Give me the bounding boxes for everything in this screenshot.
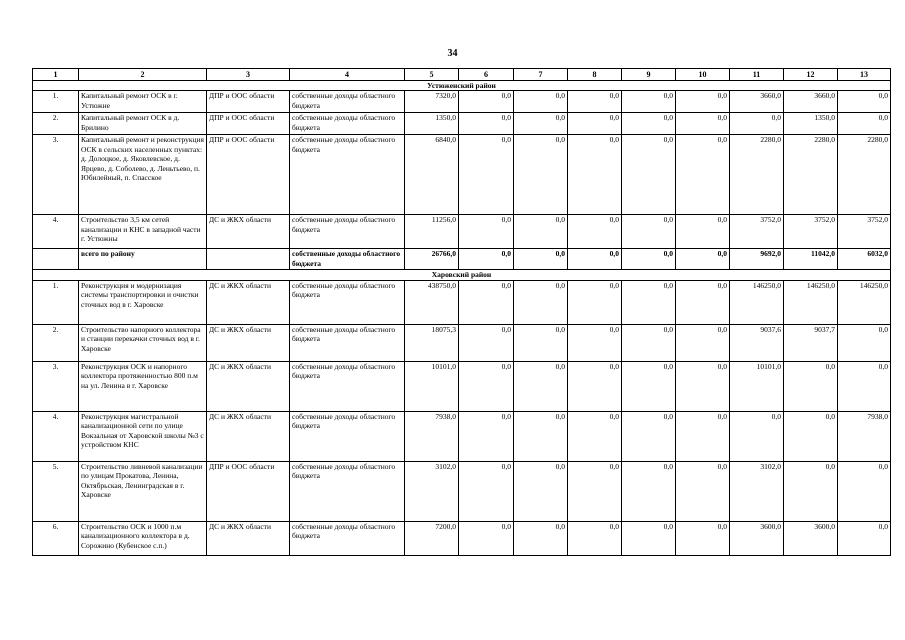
header-cell: 8 bbox=[568, 69, 622, 81]
row-number: 5. bbox=[33, 461, 79, 521]
budget-table bbox=[32, 68, 891, 556]
amount-cell: 0,0 bbox=[838, 361, 891, 411]
row-number: 4. bbox=[33, 215, 79, 249]
amount-cell: 0,0 bbox=[514, 280, 568, 324]
project-name: Капитальный ремонт ОСК в д. Брилино bbox=[79, 113, 207, 135]
project-name: Строительство напорного коллектора и станции перекачки сточных вод в г. Харовске bbox=[79, 324, 207, 361]
project-name: Реконструкция и модернизация системы транспортировки и очистки сточных вод в г. Харовске bbox=[79, 280, 207, 324]
table-row bbox=[33, 280, 891, 324]
amount-cell: 0,0 bbox=[568, 91, 622, 113]
table-body bbox=[33, 69, 891, 556]
amount-cell: 0,0 bbox=[784, 361, 838, 411]
amount-cell: 3752,0 bbox=[784, 215, 838, 249]
table-row bbox=[33, 324, 891, 361]
project-name: Реконструкция ОСК и напорного коллектора протяженностью 800 п.м на ул. Ленина в г. Харовске bbox=[79, 361, 207, 411]
amount-cell: 26766,0 bbox=[405, 249, 459, 270]
project-name: Капитальный ремонт ОСК в г. Устюжне bbox=[79, 91, 207, 113]
amount-cell: 0,0 bbox=[514, 361, 568, 411]
row-number: 3. bbox=[33, 135, 79, 215]
funding-source: собственные доходы областного бюджета bbox=[290, 324, 405, 361]
amount-cell: 0,0 bbox=[622, 215, 676, 249]
responsible-org: ДПР и ООС области bbox=[207, 461, 290, 521]
amount-cell: 0,0 bbox=[514, 411, 568, 461]
amount-cell: 0,0 bbox=[514, 215, 568, 249]
header-cell: 2 bbox=[79, 69, 207, 81]
district-title: Устюженский район bbox=[33, 81, 891, 91]
amount-cell: 0,0 bbox=[676, 91, 730, 113]
amount-cell: 0,0 bbox=[676, 215, 730, 249]
amount-cell: 10101,0 bbox=[730, 361, 784, 411]
amount-cell: 0,0 bbox=[676, 361, 730, 411]
responsible-org: ДС и ЖКХ области bbox=[207, 521, 290, 555]
amount-cell: 3752,0 bbox=[730, 215, 784, 249]
responsible-org: ДС и ЖКХ области bbox=[207, 324, 290, 361]
amount-cell: 0,0 bbox=[676, 280, 730, 324]
funding-source: собственные доходы областного бюджета bbox=[290, 521, 405, 555]
header-cell: 1 bbox=[33, 69, 79, 81]
amount-cell: 0,0 bbox=[784, 411, 838, 461]
amount-cell: 0,0 bbox=[622, 91, 676, 113]
funding-source: собственные доходы областного бюджета bbox=[290, 91, 405, 113]
amount-cell: 3600,0 bbox=[730, 521, 784, 555]
funding-source: собственные доходы областного бюджета bbox=[290, 411, 405, 461]
amount-cell: 0,0 bbox=[622, 280, 676, 324]
project-name: Реконструкция магистральной канализационной сети по улице Вокзальная от Харовской школы №3 с устройством КНС bbox=[79, 411, 207, 461]
amount-cell: 9037,6 bbox=[730, 324, 784, 361]
amount-cell: 0,0 bbox=[514, 324, 568, 361]
amount-cell: 2280,0 bbox=[730, 135, 784, 215]
amount-cell: 0,0 bbox=[676, 324, 730, 361]
header-cell: 10 bbox=[676, 69, 730, 81]
header-cell: 12 bbox=[784, 69, 838, 81]
row-number: 4. bbox=[33, 411, 79, 461]
amount-cell: 7938,0 bbox=[405, 411, 459, 461]
header-cell: 7 bbox=[514, 69, 568, 81]
row-number: 6. bbox=[33, 521, 79, 555]
header-cell: 9 bbox=[622, 69, 676, 81]
amount-cell: 3752,0 bbox=[838, 215, 891, 249]
header-cell: 11 bbox=[730, 69, 784, 81]
responsible-org: ДПР и ООС области bbox=[207, 91, 290, 113]
amount-cell: 0,0 bbox=[676, 411, 730, 461]
amount-cell: 0,0 bbox=[568, 361, 622, 411]
amount-cell: 2280,0 bbox=[838, 135, 891, 215]
amount-cell: 0,0 bbox=[730, 113, 784, 135]
project-name: Строительство 3,5 км сетей канализации и КНС в западной части г. Устюжны bbox=[79, 215, 207, 249]
amount-cell: 146250,0 bbox=[730, 280, 784, 324]
amount-cell: 0,0 bbox=[568, 324, 622, 361]
table-row bbox=[33, 135, 891, 215]
header-cell: 4 bbox=[290, 69, 405, 81]
amount-cell: 438750,0 bbox=[405, 280, 459, 324]
amount-cell: 0,0 bbox=[568, 461, 622, 521]
amount-cell: 0,0 bbox=[838, 461, 891, 521]
district-row bbox=[33, 81, 891, 91]
amount-cell: 11256,0 bbox=[405, 215, 459, 249]
amount-cell: 6840,0 bbox=[405, 135, 459, 215]
row-number: 1. bbox=[33, 91, 79, 113]
amount-cell: 0,0 bbox=[459, 461, 514, 521]
project-name: Капитальный ремонт и реконструкция ОСК в сельских населенных пунктах: д. Долоцкое, д. Яковлевское, д. Ярцево, д. Соболево, д. Леньтьево, п. Юбилейный, п. Спасское bbox=[79, 135, 207, 215]
funding-source: собственные доходы областного бюджета bbox=[290, 113, 405, 135]
amount-cell: 0,0 bbox=[622, 249, 676, 270]
responsible-org bbox=[207, 249, 290, 270]
total-row bbox=[33, 249, 891, 270]
amount-cell: 0,0 bbox=[568, 113, 622, 135]
project-name: Строительство ОСК и 1000 п.м канализационного коллектора в д. Сорожино (Кубенское с.п.) bbox=[79, 521, 207, 555]
amount-cell: 0,0 bbox=[459, 135, 514, 215]
responsible-org: ДС и ЖКХ области bbox=[207, 280, 290, 324]
amount-cell: 0,0 bbox=[459, 91, 514, 113]
header-cell: 3 bbox=[207, 69, 290, 81]
responsible-org: ДС и ЖКХ области bbox=[207, 361, 290, 411]
amount-cell: 3660,0 bbox=[730, 91, 784, 113]
amount-cell: 0,0 bbox=[622, 361, 676, 411]
amount-cell: 0,0 bbox=[459, 361, 514, 411]
amount-cell: 7200,0 bbox=[405, 521, 459, 555]
amount-cell: 146250,0 bbox=[784, 280, 838, 324]
amount-cell: 7938,0 bbox=[838, 411, 891, 461]
project-name: всего по району bbox=[79, 249, 207, 270]
amount-cell: 0,0 bbox=[514, 135, 568, 215]
amount-cell: 6032,0 bbox=[838, 249, 891, 270]
amount-cell: 0,0 bbox=[459, 215, 514, 249]
amount-cell: 11042,0 bbox=[784, 249, 838, 270]
amount-cell: 10101,0 bbox=[405, 361, 459, 411]
amount-cell: 0,0 bbox=[514, 521, 568, 555]
amount-cell: 1350,0 bbox=[784, 113, 838, 135]
district-title: Харовский район bbox=[33, 270, 891, 280]
table-row bbox=[33, 461, 891, 521]
amount-cell: 0,0 bbox=[568, 521, 622, 555]
amount-cell: 0,0 bbox=[568, 249, 622, 270]
header-cell: 5 bbox=[405, 69, 459, 81]
amount-cell: 3660,0 bbox=[784, 91, 838, 113]
amount-cell: 9692,0 bbox=[730, 249, 784, 270]
amount-cell: 0,0 bbox=[459, 521, 514, 555]
amount-cell: 0,0 bbox=[622, 461, 676, 521]
responsible-org: ДПР и ООС области bbox=[207, 113, 290, 135]
amount-cell: 0,0 bbox=[676, 249, 730, 270]
amount-cell: 0,0 bbox=[622, 521, 676, 555]
table-row bbox=[33, 113, 891, 135]
responsible-org: ДПР и ООС области bbox=[207, 135, 290, 215]
header-row bbox=[33, 69, 891, 81]
amount-cell: 0,0 bbox=[568, 215, 622, 249]
project-name: Строительство ливневой канализации по улицам Прокатова, Ленина, Октябрьская, Ленинградская в г. Харовске bbox=[79, 461, 207, 521]
funding-source: собственные доходы областного бюджета bbox=[290, 361, 405, 411]
amount-cell: 0,0 bbox=[838, 521, 891, 555]
amount-cell: 0,0 bbox=[459, 249, 514, 270]
amount-cell: 1350,0 bbox=[405, 113, 459, 135]
table-row bbox=[33, 361, 891, 411]
amount-cell: 3102,0 bbox=[730, 461, 784, 521]
table-row bbox=[33, 91, 891, 113]
funding-source: собственные доходы областного бюджета bbox=[290, 135, 405, 215]
amount-cell: 3600,0 bbox=[784, 521, 838, 555]
row-number: 3. bbox=[33, 361, 79, 411]
funding-source: собственные доходы областного бюджета bbox=[290, 215, 405, 249]
amount-cell: 0,0 bbox=[838, 324, 891, 361]
amount-cell: 2280,0 bbox=[784, 135, 838, 215]
amount-cell: 0,0 bbox=[459, 411, 514, 461]
amount-cell: 0,0 bbox=[784, 461, 838, 521]
table-row bbox=[33, 215, 891, 249]
amount-cell: 0,0 bbox=[730, 411, 784, 461]
amount-cell: 0,0 bbox=[568, 411, 622, 461]
row-number: 1. bbox=[33, 280, 79, 324]
amount-cell: 0,0 bbox=[514, 91, 568, 113]
row-number: 2. bbox=[33, 113, 79, 135]
row-number bbox=[33, 249, 79, 270]
amount-cell: 0,0 bbox=[676, 135, 730, 215]
amount-cell: 9037,7 bbox=[784, 324, 838, 361]
amount-cell: 0,0 bbox=[568, 280, 622, 324]
responsible-org: ДС и ЖКХ области bbox=[207, 411, 290, 461]
header-cell: 6 bbox=[459, 69, 514, 81]
amount-cell: 0,0 bbox=[622, 411, 676, 461]
amount-cell: 0,0 bbox=[838, 91, 891, 113]
amount-cell: 18075,3 bbox=[405, 324, 459, 361]
amount-cell: 0,0 bbox=[514, 461, 568, 521]
row-number: 2. bbox=[33, 324, 79, 361]
amount-cell: 0,0 bbox=[622, 324, 676, 361]
district-row bbox=[33, 270, 891, 280]
amount-cell: 0,0 bbox=[622, 135, 676, 215]
amount-cell: 0,0 bbox=[459, 324, 514, 361]
table-row bbox=[33, 521, 891, 555]
table-row bbox=[33, 411, 891, 461]
amount-cell: 0,0 bbox=[568, 135, 622, 215]
funding-source: собственные доходы областного бюджета bbox=[290, 280, 405, 324]
amount-cell: 3102,0 bbox=[405, 461, 459, 521]
amount-cell: 0,0 bbox=[514, 113, 568, 135]
responsible-org: ДС и ЖКХ области bbox=[207, 215, 290, 249]
amount-cell: 0,0 bbox=[622, 113, 676, 135]
amount-cell: 0,0 bbox=[459, 280, 514, 324]
page-number: 34 bbox=[447, 48, 458, 59]
amount-cell: 0,0 bbox=[838, 113, 891, 135]
amount-cell: 7320,0 bbox=[405, 91, 459, 113]
amount-cell: 0,0 bbox=[676, 521, 730, 555]
header-cell: 13 bbox=[838, 69, 891, 81]
amount-cell: 146250,0 bbox=[838, 280, 891, 324]
amount-cell: 0,0 bbox=[676, 461, 730, 521]
amount-cell: 0,0 bbox=[676, 113, 730, 135]
funding-source: собственные доходы областного бюджета bbox=[290, 249, 405, 270]
amount-cell: 0,0 bbox=[459, 113, 514, 135]
funding-source: собственные доходы областного бюджета bbox=[290, 461, 405, 521]
amount-cell: 0,0 bbox=[514, 249, 568, 270]
